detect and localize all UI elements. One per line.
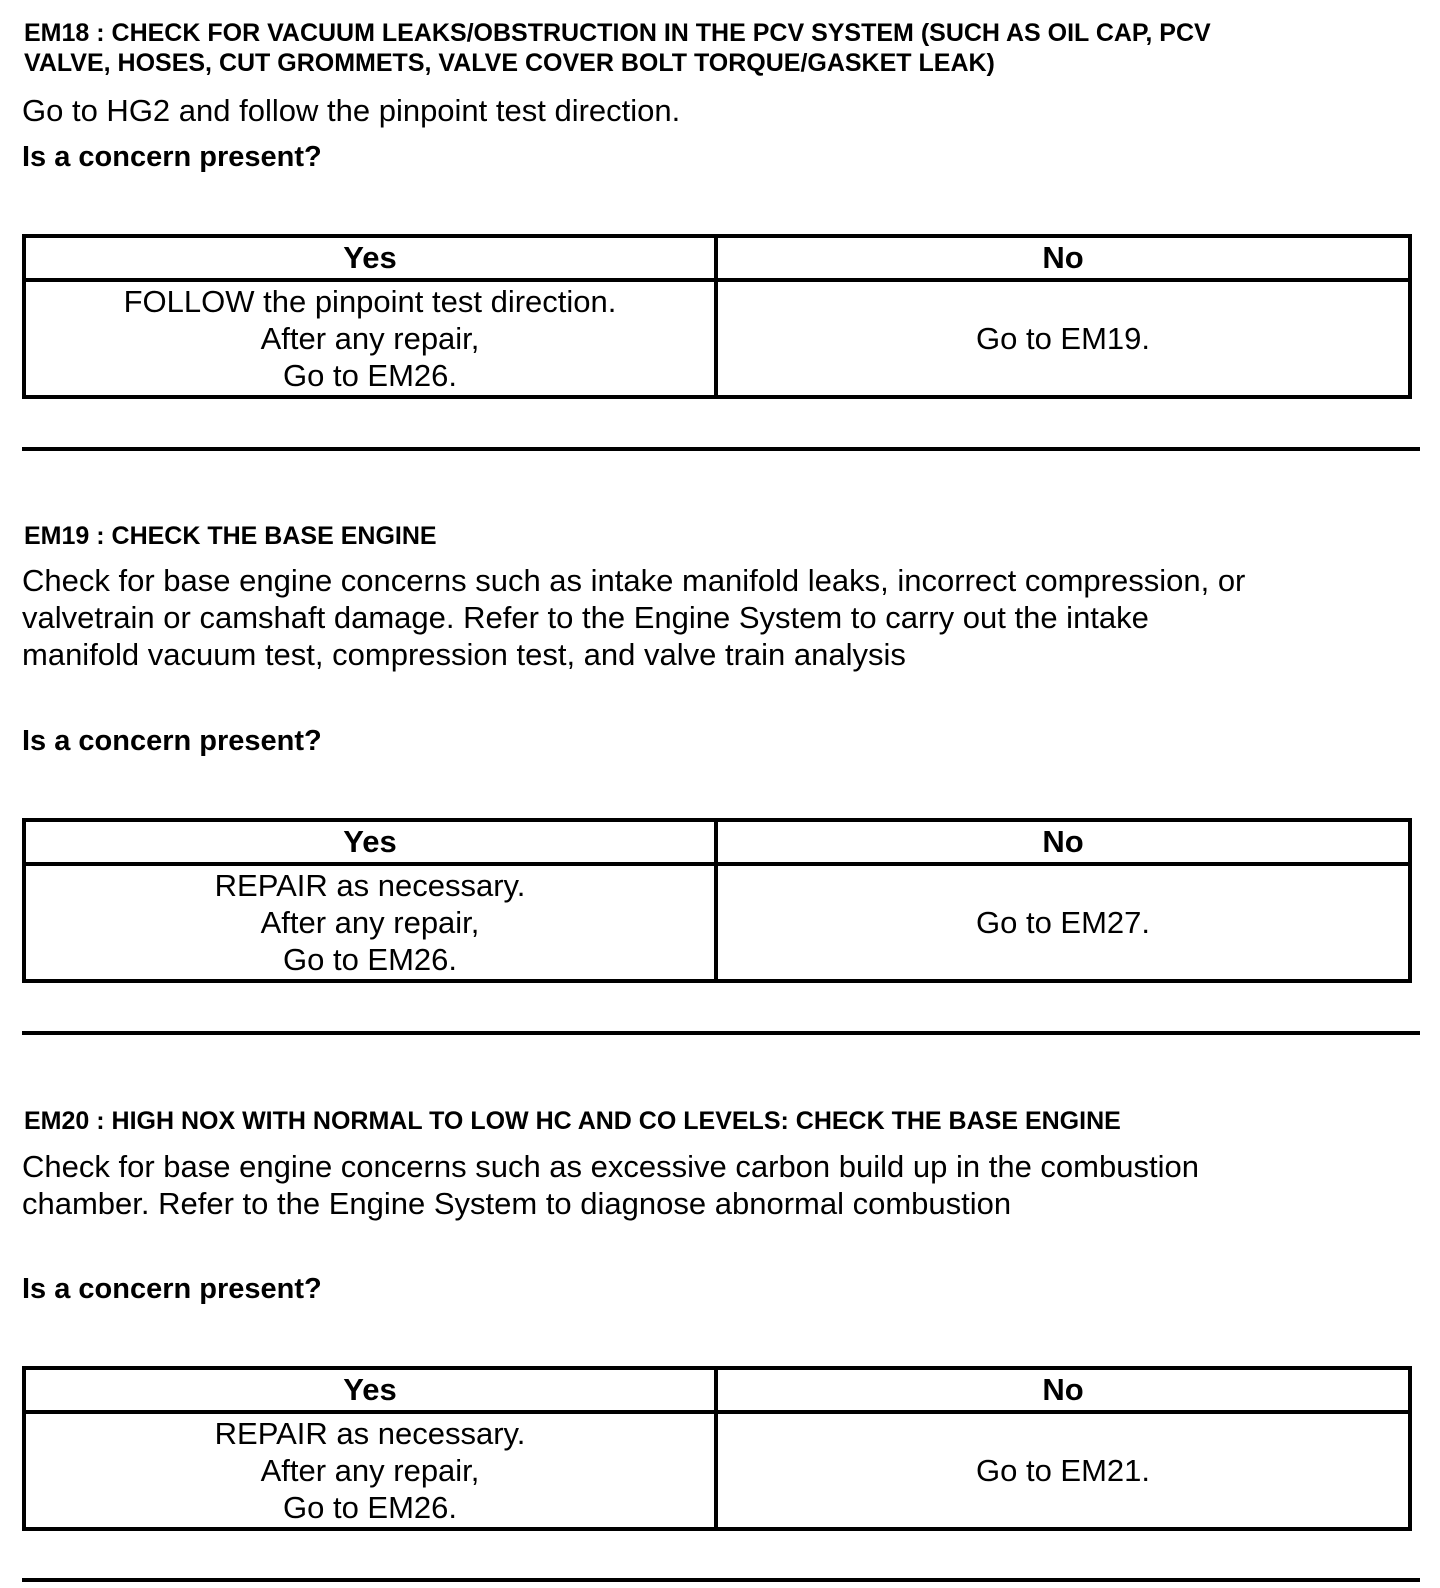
em19-yes-line: After any repair, xyxy=(260,905,480,940)
section-divider xyxy=(22,447,1420,451)
em19-no-header: No xyxy=(716,820,1410,864)
em20-instructions xyxy=(22,1148,1412,1222)
em19-yes-line: Go to EM26. xyxy=(282,942,458,977)
em19-yes-line: REPAIR as necessary. xyxy=(214,868,526,903)
em19-yes-header: Yes xyxy=(24,820,716,864)
em18-heading-line2: VALVE, HOSES, CUT GROMMETS, VALVE COVER BOLT TORQUE/GASKET LEAK) xyxy=(24,49,995,77)
em18-question: Is a concern present? xyxy=(22,141,322,173)
em20-yes-header: Yes xyxy=(24,1368,716,1412)
em20-question: Is a concern present? xyxy=(22,1273,322,1305)
em20-yes-line: Go to EM26. xyxy=(282,1490,458,1525)
em20-yes-line: After any repair, xyxy=(260,1453,480,1488)
em18-heading-line1: EM18 : CHECK FOR VACUUM LEAKS/OBSTRUCTION IN THE PCV SYSTEM (SUCH AS OIL CAP, PCV xyxy=(24,19,1211,47)
em20-yes-line: REPAIR as necessary. xyxy=(214,1416,526,1451)
em19-instruction-line: Check for base engine concerns such as intake manifold leaks, incorrect compression, or xyxy=(22,563,1246,598)
section-divider xyxy=(22,1031,1420,1035)
em19-yes-cell xyxy=(24,864,716,981)
em18-yes-line: Go to EM26. xyxy=(282,358,458,393)
em19-instruction-line: manifold vacuum test, compression test, and valve train analysis xyxy=(22,637,906,672)
em19-heading-line1: EM19 : CHECK THE BASE ENGINE xyxy=(24,522,437,550)
em18-yes-header: Yes xyxy=(24,236,716,280)
em18-no-header: No xyxy=(716,236,1410,280)
em19-question: Is a concern present? xyxy=(22,725,322,757)
section-divider xyxy=(22,1578,1420,1582)
em18-decision-table xyxy=(22,234,1412,399)
em18-yes-line: FOLLOW the pinpoint test direction. xyxy=(123,284,617,319)
em18-heading xyxy=(24,18,1404,78)
em20-heading-line1: EM20 : HIGH NOX WITH NORMAL TO LOW HC AND CO LEVELS: CHECK THE BASE ENGINE xyxy=(24,1107,1121,1135)
em18-yes-line: After any repair, xyxy=(260,321,480,356)
em18-instruction-line: Go to HG2 and follow the pinpoint test direction. xyxy=(22,93,681,128)
em20-no-cell: Go to EM21. xyxy=(716,1412,1410,1529)
em20-heading xyxy=(24,1106,1404,1136)
em20-instruction-line: Check for base engine concerns such as excessive carbon build up in the combustion xyxy=(22,1149,1199,1184)
em20-no-header: No xyxy=(716,1368,1410,1412)
em18-yes-cell xyxy=(24,280,716,397)
em18-no-cell: Go to EM19. xyxy=(716,280,1410,397)
em19-no-cell: Go to EM27. xyxy=(716,864,1410,981)
em20-decision-table xyxy=(22,1366,1412,1531)
em19-decision-table xyxy=(22,818,1412,983)
em20-yes-cell xyxy=(24,1412,716,1529)
em19-heading xyxy=(24,521,1404,551)
em19-instructions xyxy=(22,562,1412,673)
em19-instruction-line: valvetrain or camshaft damage. Refer to the Engine System to carry out the intake xyxy=(22,600,1149,635)
em20-instruction-line: chamber. Refer to the Engine System to diagnose abnormal combustion xyxy=(22,1186,1012,1221)
em18-instructions xyxy=(22,92,1412,129)
